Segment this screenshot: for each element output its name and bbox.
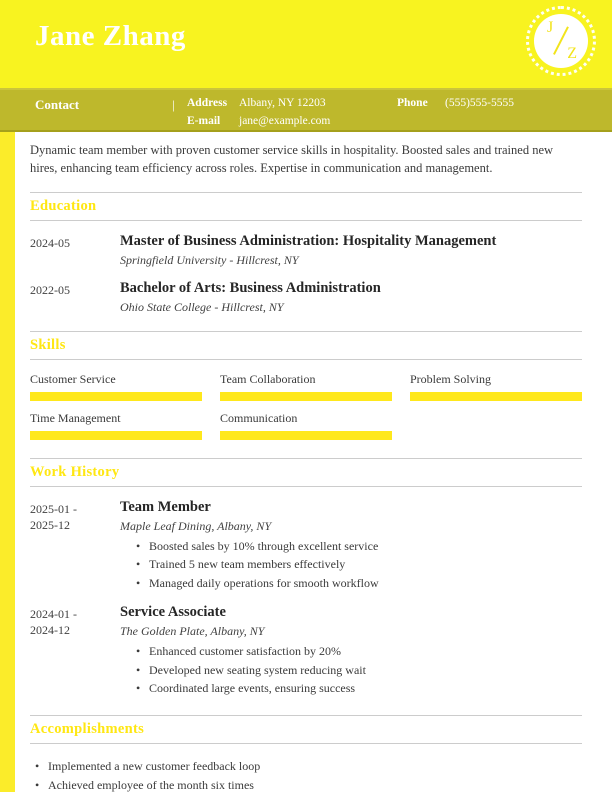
job-title: Service Associate — [120, 603, 226, 620]
section-divider — [30, 359, 582, 360]
work-date-start: 2025-01 - — [30, 501, 77, 516]
skill-label: Time Management — [30, 410, 121, 425]
skill-label: Communication — [220, 410, 298, 425]
work-dates — [30, 499, 120, 592]
section-divider — [30, 486, 582, 487]
main-content — [30, 132, 582, 792]
education-body — [120, 233, 582, 268]
left-accent-stripe — [0, 132, 15, 792]
address-value: Albany, NY 12203 — [239, 97, 326, 109]
section-accomplishments — [30, 715, 582, 792]
section-divider — [30, 192, 582, 193]
professional-summary: Dynamic team member with proven customer service skills in hospitality. Boosted sales and trained new hires, enhancing team efficiency across roles. Expertise in communication and management. — [30, 143, 554, 175]
skill-item — [30, 372, 202, 401]
job-title: Team Member — [120, 498, 211, 515]
job-bullet: • Enhanced customer satisfaction by 20% — [136, 643, 582, 660]
contact-row — [187, 97, 612, 109]
email-value: jane@example.com — [239, 115, 331, 127]
section-divider — [30, 458, 582, 459]
work-date-start: 2024-01 - — [30, 606, 77, 621]
skill-item — [220, 411, 392, 440]
skill-item — [220, 372, 392, 401]
institution: Ohio State College - Hillcrest, NY — [120, 299, 284, 314]
skill-level-bar — [30, 392, 202, 401]
work-entry — [30, 499, 582, 592]
accomplishments-list — [35, 758, 582, 792]
work-dates — [30, 604, 120, 697]
skill-level-bar — [410, 392, 582, 401]
contact-fields — [187, 97, 612, 130]
skill-level-bar — [220, 392, 392, 401]
work-body — [120, 604, 582, 697]
skill-item — [30, 411, 202, 440]
skill-label: Team Collaboration — [220, 371, 316, 386]
monogram-circle — [534, 14, 588, 68]
monogram-initial-second: Z — [567, 45, 577, 62]
accomplishments-heading: Accomplishments — [30, 721, 145, 738]
monogram-badge-icon — [526, 6, 596, 76]
section-divider — [30, 220, 582, 221]
job-bullet: • Developed new seating system reducing wait — [136, 662, 582, 679]
work-entry — [30, 604, 582, 697]
job-bullet-list — [136, 538, 582, 592]
degree-title: Master of Business Administration: Hospitality Management — [120, 232, 497, 249]
education-entry — [30, 233, 582, 268]
section-education — [30, 192, 582, 315]
skills-heading: Skills — [30, 336, 66, 353]
work-date-end: 2024-12 — [30, 623, 70, 638]
section-divider — [30, 331, 582, 332]
accomplishment-bullet: • Implemented a new customer feedback loop — [35, 758, 582, 775]
monogram-initial-first: J — [547, 19, 554, 36]
skills-grid — [30, 372, 582, 440]
skill-item — [410, 372, 582, 401]
education-heading: Education — [30, 197, 97, 214]
section-divider — [30, 715, 582, 716]
job-bullet-list — [136, 643, 582, 697]
section-skills — [30, 331, 582, 440]
skill-level-bar — [220, 431, 392, 440]
work-date-end: 2025-12 — [30, 517, 70, 532]
phone-value: (555)555-5555 — [445, 97, 514, 109]
email-label: E-mail — [187, 115, 221, 127]
job-bullet: • Trained 5 new team members effectively — [136, 556, 582, 573]
section-divider — [30, 743, 582, 744]
company: The Golden Plate, Albany, NY — [120, 623, 265, 638]
page-title: Jane Zhang — [35, 20, 186, 52]
contact-separator: | — [172, 97, 175, 112]
header — [0, 0, 612, 88]
job-bullet: • Managed daily operations for smooth workflow — [136, 575, 582, 592]
job-bullet: • Boosted sales by 10% through excellent service — [136, 538, 582, 555]
education-date: 2022-05 — [30, 282, 70, 297]
address-label: Address — [187, 97, 228, 109]
contact-row — [187, 115, 612, 127]
company: Maple Leaf Dining, Albany, NY — [120, 518, 272, 533]
accomplishment-bullet: • Achieved employee of the month six times — [35, 777, 582, 792]
education-body — [120, 280, 582, 315]
job-bullet: • Coordinated large events, ensuring success — [136, 680, 582, 697]
degree-title: Bachelor of Arts: Business Administration — [120, 279, 381, 296]
education-date: 2024-05 — [30, 235, 70, 250]
skill-level-bar — [30, 431, 202, 440]
contact-bar — [0, 88, 612, 132]
institution: Springfield University - Hillcrest, NY — [120, 252, 299, 267]
skill-label: Problem Solving — [410, 371, 492, 386]
education-entry — [30, 280, 582, 315]
contact-heading: Contact — [35, 97, 80, 112]
work-body — [120, 499, 582, 592]
skill-label: Customer Service — [30, 371, 116, 386]
section-work-history — [30, 458, 582, 698]
monogram-slash-icon — [553, 26, 568, 54]
work-history-heading: Work History — [30, 463, 120, 480]
phone-label: Phone — [397, 97, 428, 109]
contact-left — [35, 97, 187, 130]
